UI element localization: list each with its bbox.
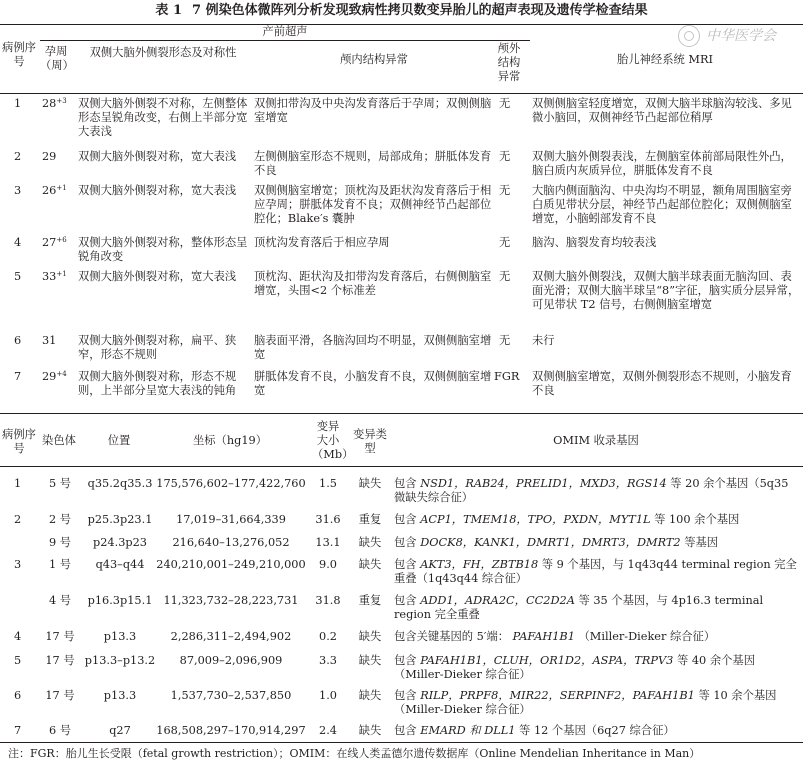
t2-type: 重复 [358, 594, 382, 607]
t2-size: 13.1 [315, 536, 341, 549]
t2-size: 1.0 [319, 689, 337, 702]
t2-chr: 4 号 [48, 594, 72, 607]
t2-chr: 9 号 [48, 536, 72, 549]
t1-header-case: 病例序号 [2, 41, 36, 68]
t1-header-intracranial: 颅内结构异常 [340, 53, 408, 66]
t1-header-sylvian: 双侧大脑外侧裂形态及对称性 [89, 46, 237, 59]
t1-header-extracranial: 颅外结构异常 [497, 42, 521, 83]
t1-ga: $26^{+1}$ [42, 184, 67, 197]
t1-case: 7 [14, 370, 22, 383]
t2-coord: 1,537,730–2,537,850 [170, 689, 292, 702]
t2-chr: 5 号 [48, 477, 72, 490]
t2-position: p25.3p23.1 [87, 513, 153, 526]
t1-case: 1 [14, 97, 22, 110]
t2-position: p13.3–p13.2 [84, 654, 156, 667]
t1-intracranial: 顶枕沟、距状沟及扣带沟发育落后，右侧侧脑室增宽，头围<2 个标准差 [254, 270, 492, 297]
table2-header-rule [0, 466, 803, 467]
t2-type: 缺失 [358, 724, 382, 737]
t2-size: 9.0 [319, 558, 337, 571]
t1-ga: $33^{+1}$ [42, 270, 67, 283]
t2-omim: 包含 ADD1，ADRA2C，CC2D2A 等 35 个基因，与 4p16.3 terminal region 完全重叠 [394, 594, 764, 621]
t2-chr: 17 号 [45, 630, 75, 643]
t2-case: 7 [14, 724, 22, 737]
t1-mri: 双侧大脑外侧裂浅，双侧大脑半球表面无脑沟回、表面光滑；双侧大脑半球呈“8”字征，脑实质分层异常，可见带状 T2 信号，右侧侧脑室增宽 [532, 270, 800, 311]
t2-omim: 包含 DOCK8，KANK1，DMRT1，DMRT3，DMRT2 等基因 [394, 536, 719, 549]
t2-size: 3.3 [319, 654, 337, 667]
t2-position: p24.3p23 [93, 536, 147, 549]
t2-position: p13.3 [103, 630, 137, 643]
t1-extracranial: 无 [499, 270, 511, 283]
t1-intracranial: 顶枕沟发育落后于相应孕周 [254, 236, 390, 249]
t1-ga: 31 [42, 334, 57, 347]
t1-sylvian: 双侧大脑外侧裂对称，宽大表浅 [78, 150, 237, 163]
table-footnote: 注：FGR：胎儿生长受限（fetal growth restriction）；OMIM：在线人类孟德尔遗传数据库（Online Mendelian Inheritance in Man） [8, 747, 701, 760]
t1-mri: 双侧侧脑室增宽，双侧外侧裂形态不规则，小脑发育不良 [532, 370, 792, 397]
t2-omim: 包含 RILP，PRPF8，MIR22，SERPINF2，PAFAH1B1 等 10 余个基因（Miller-Dieker 综合征） [394, 689, 777, 716]
t2-size: 0.2 [319, 630, 337, 643]
t2-coord: 216,640–13,276,052 [172, 536, 290, 549]
t2-coord: 17,019–31,664,339 [176, 513, 286, 526]
t1-extracranial: 无 [499, 334, 511, 347]
t1-ga: $27^{+6}$ [42, 236, 67, 249]
t1-intracranial: 双侧侧脑室增宽；顶枕沟及距状沟发育落后于相应孕周；胼胝体发育不良；双侧神经节凸起部位腔化；Blake′s 囊肿 [254, 184, 492, 225]
t2-omim: 包含关键基因的 5′端： PAFAH1B1 （Miller-Dieker 综合征） [394, 630, 716, 643]
t2-type: 缺失 [358, 536, 382, 549]
t2-position: q35.2q35.3 [87, 477, 153, 490]
t2-coord: 175,576,602–177,422,760 [156, 477, 306, 490]
t2-size: 1.5 [319, 477, 337, 490]
t1-sylvian: 双侧大脑外侧裂不对称，左侧整体形态呈锐角改变，右侧上半部分宽大表浅 [78, 97, 248, 138]
t2-case: 3 [14, 558, 22, 571]
t1-mri: 双侧侧脑室轻度增宽，双侧大脑半球脑沟较浅、多见微小脑回，双侧神经节凸起部位稍厚 [532, 97, 792, 124]
t2-case: 1 [14, 477, 22, 490]
t1-mri: 双侧大脑外侧裂表浅，左侧脑室体前部局限性外凸，脑白质内灰质异位，胼胝体发育不良 [532, 150, 792, 177]
table2-top-rule [0, 413, 803, 414]
t2-omim: 包含 NSD1，RAB24，PRELID1，MXD3，RGS14 等 20 余个基因（5q35 微缺失综合征） [394, 477, 789, 504]
t1-sylvian: 双侧大脑外侧裂对称，整体形态呈锐角改变 [78, 236, 248, 263]
t1-header-mri: 胎儿神经系统 MRI [617, 53, 713, 66]
t2-type: 缺失 [358, 558, 382, 571]
t1-ga: $28^{+3}$ [42, 97, 67, 110]
t1-case: 2 [14, 150, 22, 163]
t1-header-ga: 孕周（周） [40, 45, 74, 72]
seal-icon [678, 25, 700, 47]
t2-chr: 17 号 [45, 654, 75, 667]
t2-coord: 11,323,732–28,223,731 [163, 594, 299, 607]
t2-coord: 2,286,311–2,494,902 [170, 630, 292, 643]
t2-header-type: 变异类型 [353, 428, 387, 455]
t1-ga: 29 [42, 150, 57, 163]
t2-type: 缺失 [358, 630, 382, 643]
t2-header-chr: 染色体 [42, 434, 76, 447]
t2-position: p16.3p15.1 [87, 594, 153, 607]
t2-size: 31.6 [315, 513, 341, 526]
table-caption: 表 1 7 例染色体微阵列分析发现致病性拷贝数变异胎儿的超声表现及遗传学检查结果 [155, 3, 648, 18]
t2-type: 缺失 [358, 654, 382, 667]
t2-size: 2.4 [319, 724, 337, 737]
t2-type: 重复 [358, 513, 382, 526]
t2-header-size: 变异大小（Mb） [312, 420, 354, 461]
t1-case: 6 [14, 334, 22, 347]
t2-type: 缺失 [358, 689, 382, 702]
t1-sylvian: 双侧大脑外侧裂对称，扁平、狭窄，形态不规则 [78, 334, 237, 361]
prenatal-us-rule [40, 40, 530, 41]
t1-intracranial: 脑表面平滑，各脑沟回均不明显，双侧侧脑室增宽 [254, 334, 492, 361]
t1-case: 3 [14, 184, 22, 197]
t2-type: 缺失 [358, 477, 382, 490]
t2-coord: 240,210,001–249,210,000 [156, 558, 306, 571]
t2-case: 5 [14, 654, 22, 667]
t1-header-prenatal-us: 产前超声 [262, 25, 308, 38]
t1-ga: $29^{+4}$ [42, 370, 67, 383]
t1-extracranial: 无 [499, 236, 511, 249]
t1-sylvian: 双侧大脑外侧裂对称，宽大表浅 [78, 270, 237, 283]
t2-chr: 17 号 [45, 689, 75, 702]
t2-chr: 6 号 [48, 724, 72, 737]
t1-extracranial: FGR [494, 370, 520, 383]
t2-header-position: 位置 [107, 434, 131, 447]
t2-coord: 87,009–2,096,909 [179, 654, 283, 667]
t2-case: 6 [14, 689, 22, 702]
watermark-logo: 中华医学会 [678, 25, 798, 51]
t2-omim: 包含 EMARD 和 DLL1 等 12 个基因（6q27 综合征） [394, 724, 675, 737]
t1-case: 4 [14, 236, 22, 249]
t1-case: 5 [14, 270, 22, 283]
t1-mri: 大脑内侧面脑沟、中央沟均不明显，额角周围脑室旁白质见带状分层，神经节凸起部位腔化；双侧侧脑室增宽，小脑蚓部发育不良 [532, 184, 792, 225]
t1-intracranial: 胼胝体发育不良，小脑发育不良，双侧侧脑室增宽 [254, 370, 492, 397]
t1-intracranial: 左侧侧脑室形态不规则，局部成角；胼胝体发育不良 [254, 150, 492, 177]
table1-header-rule [0, 93, 803, 94]
t1-sylvian: 双侧大脑外侧裂对称，形态不规则，上半部分呈宽大表浅的钝角 [78, 370, 237, 397]
t2-header-case: 病例序号 [2, 428, 36, 455]
t1-extracranial: 无 [499, 184, 511, 197]
t1-intracranial: 双侧扣带沟及中央沟发育落后于孕周；双侧侧脑室增宽 [254, 97, 492, 124]
t1-mri: 未行 [532, 334, 555, 347]
t2-position: q43–q44 [95, 558, 145, 571]
t1-extracranial: 无 [499, 150, 511, 163]
t2-position: p13.3 [103, 689, 137, 702]
t1-sylvian: 双侧大脑外侧裂对称，宽大表浅 [78, 184, 237, 197]
t1-extracranial: 无 [499, 97, 511, 110]
t2-case: 2 [14, 513, 22, 526]
t2-coord: 168,508,297–170,914,297 [156, 724, 306, 737]
t2-header-coord: 坐标（hg19） [192, 434, 268, 447]
t2-omim: 包含 AKT3，FH，ZBTB18 等 9 个基因，与 1q43q44 terminal region 完全重叠（1q43q44 综合征） [394, 558, 797, 585]
t2-case: 4 [14, 630, 22, 643]
t1-mri: 脑沟、脑裂发育均较表浅 [532, 236, 657, 249]
t2-size: 31.8 [315, 594, 341, 607]
table2-bottom-rule [0, 742, 803, 743]
t2-chr: 1 号 [48, 558, 72, 571]
t2-omim: 包含 ACP1，TMEM18，TPO，PXDN，MYT1L 等 100 余个基因 [394, 513, 740, 526]
t2-omim: 包含 PAFAH1B1，CLUH，OR1D2，ASPA，TRPV3 等 40 余个基因（Miller-Dieker 综合征） [394, 654, 756, 681]
t2-position: q27 [109, 724, 131, 737]
t2-chr: 2 号 [48, 513, 72, 526]
t2-header-omim: OMIM 收录基因 [553, 434, 639, 447]
